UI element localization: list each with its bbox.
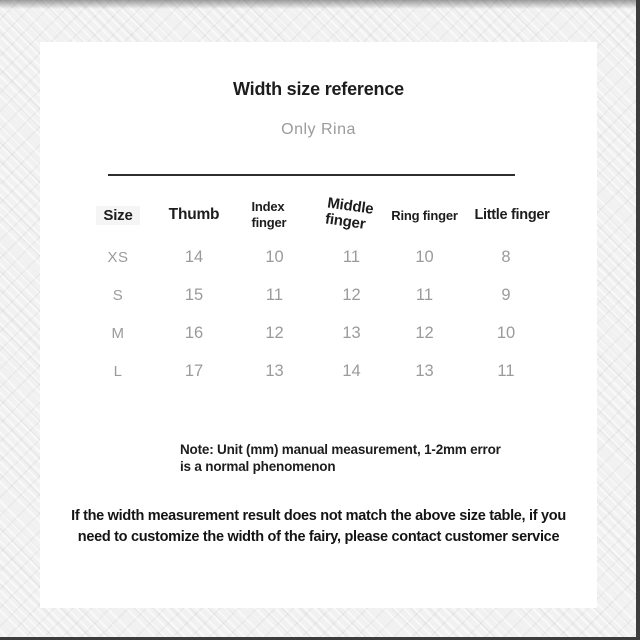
customer-service-notice-line1: If the width measurement result does not match the above size table, if you xyxy=(71,508,566,524)
row-s-size-label: S xyxy=(112,286,124,304)
size-table xyxy=(82,192,597,390)
row-xs-index-value: 10 xyxy=(265,247,284,266)
column-header-middle-finger xyxy=(315,192,388,238)
customer-service-notice xyxy=(40,506,597,548)
column-header-index-finger xyxy=(234,192,315,238)
row-s-little-value: 9 xyxy=(501,285,511,304)
row-xs-little-value: 8 xyxy=(501,247,511,266)
column-header-ring-finger: Ring finger xyxy=(391,207,458,223)
row-m-index-value: 12 xyxy=(265,323,284,342)
row-s-index-value: 11 xyxy=(265,285,284,304)
row-l-middle-value: 14 xyxy=(342,361,361,380)
column-header-size-label: Size xyxy=(96,206,139,225)
column-header-thumb: Thumb xyxy=(168,206,220,223)
row-s-ring-value: 11 xyxy=(415,285,434,304)
size-chart-panel xyxy=(40,42,597,608)
row-l-index-value: 13 xyxy=(265,361,284,380)
image-right-dark-edge xyxy=(636,0,640,640)
image-top-shadow-edge xyxy=(0,0,640,9)
row-xs-thumb-value: 14 xyxy=(184,247,204,266)
measurement-note-line2: is a normal phenomenon xyxy=(180,459,336,474)
row-xs-size-label: XS xyxy=(107,248,129,266)
row-m-ring-value: 12 xyxy=(415,323,434,342)
row-m-little-value: 10 xyxy=(496,323,516,342)
row-m-middle-value: 13 xyxy=(342,323,361,342)
row-s-middle-value: 12 xyxy=(342,285,361,304)
row-m-thumb-value: 16 xyxy=(184,323,204,342)
row-s-thumb-value: 15 xyxy=(184,285,204,304)
measurement-note-line1: Note: Unit (mm) manual measurement, 1-2mm error xyxy=(180,442,501,457)
column-header-size xyxy=(82,192,154,238)
row-l-little-value: 11 xyxy=(497,361,515,380)
page-title: Width size reference xyxy=(233,79,404,99)
row-l-ring-value: 13 xyxy=(415,361,434,380)
row-xs-middle-value: 11 xyxy=(342,247,361,266)
customer-service-notice-line2: need to customize the width of the fairy, please contact customer service xyxy=(77,529,560,545)
row-l-thumb-value: 17 xyxy=(184,361,204,380)
horizontal-divider xyxy=(108,174,515,176)
row-xs-ring-value: 10 xyxy=(415,247,434,266)
row-m-size-label: M xyxy=(111,324,125,342)
column-header-index-finger-label: Index finger xyxy=(251,199,287,230)
brand-subtitle: Only Rina xyxy=(281,121,356,138)
column-header-middle-finger-label: Middle finger xyxy=(323,194,375,233)
column-header-little-finger: Little finger xyxy=(474,207,550,223)
measurement-note xyxy=(180,441,597,475)
row-l-size-label: L xyxy=(113,362,123,380)
